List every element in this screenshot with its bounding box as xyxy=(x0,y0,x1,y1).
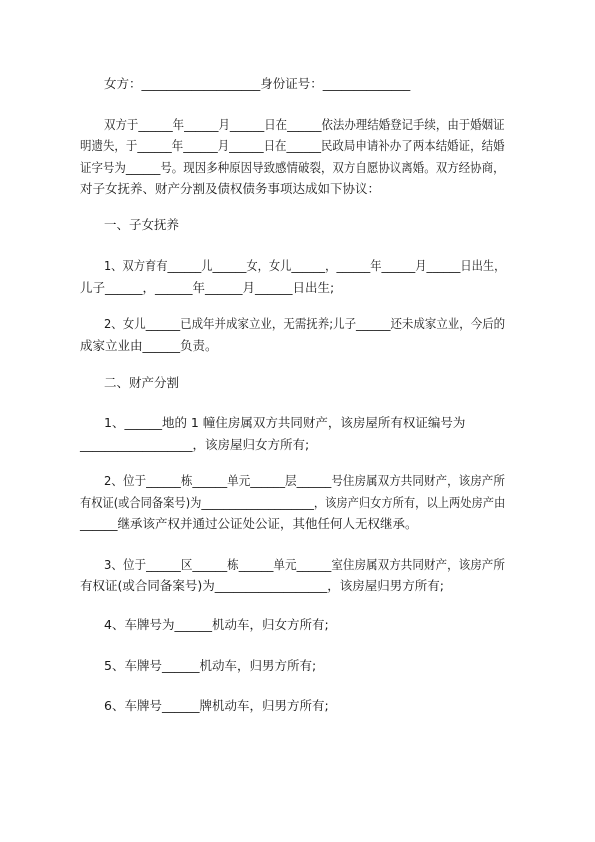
property-item-3-line-1: 3、位于______区______栋______单元______室住房属双方共同财产，该房产所 xyxy=(104,557,505,572)
property-item-6: 6、车牌号______牌机动车，归男方所有; xyxy=(104,698,329,713)
property-item-1-line-1: 1、______地的 1 幢住房属双方共同财产，该房屋所有权证编号为 xyxy=(104,415,466,430)
custody-item-2-line-2: 成家立业由______负责。 xyxy=(80,338,218,353)
section-title-child-custody: 一、子女抚养 xyxy=(104,217,180,232)
property-item-2-line-2: 有权证(或合同备案号)为____________________，该房产归女方所有，以上两处房产由 xyxy=(80,495,506,510)
property-item-5: 5、车牌号______机动车，归男方所有; xyxy=(104,658,317,673)
intro-line-1: 双方于______年______月______日在______依法办理结婚登记手续，由于婚姻证 xyxy=(104,117,505,132)
property-item-3-line-2: 有权证(或合同备案号)为__________________，该房屋归男方所有; xyxy=(80,578,444,593)
intro-line-4: 对子女抚养、财产分割及债权债务事项达成如下协议： xyxy=(80,181,381,196)
section-title-property-division: 二、财产分割 xyxy=(104,375,180,390)
property-item-1-line-2: __________________，该房屋归女方所有; xyxy=(80,437,310,452)
property-item-2-line-1: 2、位于______栋______单元______层______号住房属双方共同财产，该房产所 xyxy=(104,473,505,488)
custody-item-1-line-1: 1、双方育有______儿______女，女儿______，______年______月______日出生， xyxy=(104,258,506,273)
intro-line-3: 证字号为______号。现因多种原因导致感情破裂，双方自愿协议离婚。双方经协商， xyxy=(80,160,505,175)
property-item-4: 4、车牌号为______机动车，归女方所有; xyxy=(104,617,329,632)
custody-item-2-line-1: 2、女儿______已成年并成家立业，无需抚养;儿子______还未成家立业，今后的 xyxy=(104,316,506,331)
header-line: 女方：___________________身份证号：______________ xyxy=(104,76,411,91)
intro-line-2: 明遗失，于______年______月______日在______民政局申请补办了两本结婚证，结婚 xyxy=(80,138,505,153)
property-item-2-line-3: ______继承该产权并通过公证处公证，其他任何人无权继承。 xyxy=(80,516,418,531)
custody-item-1-line-2: 儿子______，______年______月______日出生; xyxy=(80,280,335,295)
